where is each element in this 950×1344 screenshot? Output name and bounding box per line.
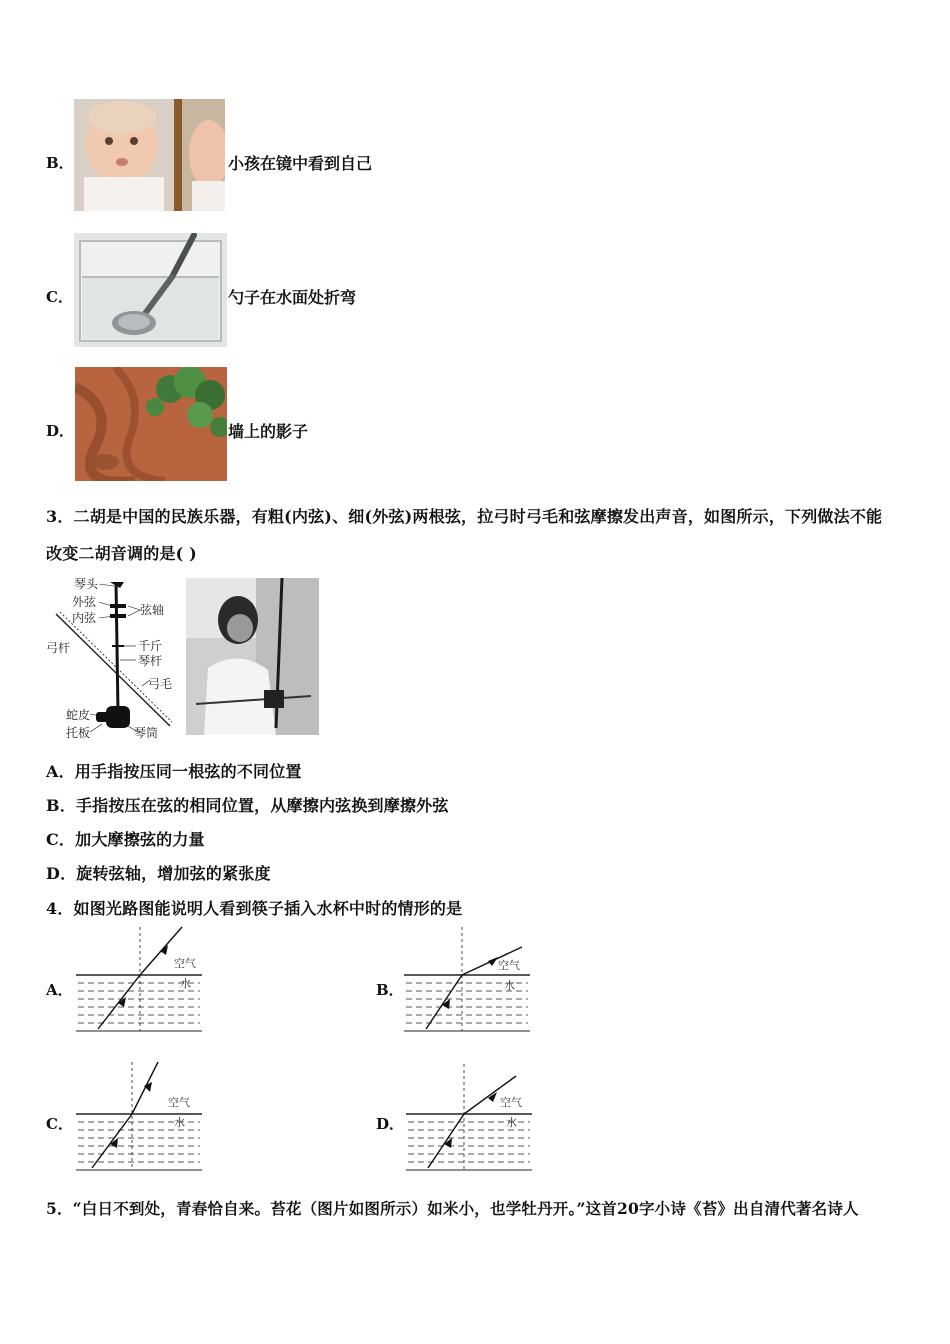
q4-option-c-letter: C． — [46, 1115, 73, 1133]
q4-option-c-diagram — [74, 1060, 204, 1172]
q2-option-b-text: 小孩在镜中看到自己 — [228, 154, 373, 173]
label-xianzhou: 弦轴 — [140, 603, 165, 617]
q2-option-c-letter: C． — [46, 288, 73, 306]
q2-option-d-text: 墙上的影子 — [228, 422, 309, 441]
baby-mirror-photo — [74, 99, 225, 211]
label-qintong: 琴筒 — [134, 726, 159, 740]
q3-option-b-letter: B． — [46, 796, 76, 815]
label-qingan: 琴杆 — [138, 654, 163, 668]
q3-option-a — [46, 759, 302, 782]
q4-option-b-diagram — [402, 925, 532, 1033]
erhu-diagram — [44, 574, 176, 744]
q3-option-a-letter: A． — [46, 762, 75, 781]
label-gongmao: 弓毛 — [148, 677, 173, 691]
q2-option-c-text: 勺子在水面处折弯 — [228, 288, 357, 307]
air-label: 空气 — [498, 959, 520, 972]
water-label: 水 — [506, 1116, 517, 1129]
spoon-in-water-photo — [74, 233, 227, 347]
q5-stem-line1: 5．“白日不到处，青春恰自来。苔花（图片如图所示）如米小，也学牡丹开。”这首20字小诗《苔》出自清代著名诗人 — [46, 1199, 859, 1218]
label-gonggan: 弓杆 — [46, 641, 71, 655]
q3-option-d — [46, 861, 271, 884]
label-neixian: 内弦 — [72, 611, 97, 625]
q3-option-a-text: 用手指按压同一根弦的不同位置 — [74, 762, 302, 781]
air-label: 空气 — [500, 1096, 522, 1109]
q2-option-b-letter: B． — [46, 154, 74, 172]
label-qianjin: 千斤 — [138, 639, 163, 653]
air-label: 空气 — [174, 957, 196, 970]
label-tuoban: 托板 — [66, 726, 91, 740]
q4-option-a-diagram — [74, 925, 204, 1033]
water-label: 水 — [504, 979, 515, 992]
label-shepi: 蛇皮 — [66, 708, 91, 722]
q3-option-c — [46, 827, 205, 850]
air-label: 空气 — [168, 1096, 190, 1109]
label-qintou: 琴头 — [74, 577, 99, 591]
q3-option-c-letter: C． — [46, 830, 76, 849]
q2-option-d-letter: D． — [46, 422, 75, 440]
q3-stem-line2: 改变二胡音调的是( ) — [46, 544, 197, 563]
erhu-player-photo — [186, 578, 319, 735]
leaf-shadow-photo — [75, 367, 227, 481]
q3-option-b — [46, 793, 449, 816]
q3-option-d-text: 旋转弦轴，增加弦的紧张度 — [76, 864, 271, 883]
water-label: 水 — [174, 1116, 185, 1129]
label-waixian: 外弦 — [72, 595, 97, 609]
q4-option-d-diagram — [404, 1062, 534, 1174]
q4-stem: 4．如图光路图能说明人看到筷子插入水杯中时的情形的是 — [46, 899, 463, 918]
q3-stem-line1: 3．二胡是中国的民族乐器，有粗(内弦)、细(外弦)两根弦，拉弓时弓毛和弦摩擦发出声音，如图所示，下列做法不能 — [46, 507, 883, 526]
q4-option-d-letter: D． — [376, 1115, 405, 1133]
q3-option-c-text: 加大摩擦弦的力量 — [75, 830, 205, 849]
q3-option-b-text: 手指按压在弦的相同位置，从摩擦内弦换到摩擦外弦 — [75, 796, 449, 815]
q3-option-d-letter: D． — [46, 864, 77, 883]
q4-option-b-letter: B． — [376, 981, 404, 999]
water-label: 水 — [180, 977, 191, 990]
q4-option-a-letter: A． — [46, 981, 73, 999]
